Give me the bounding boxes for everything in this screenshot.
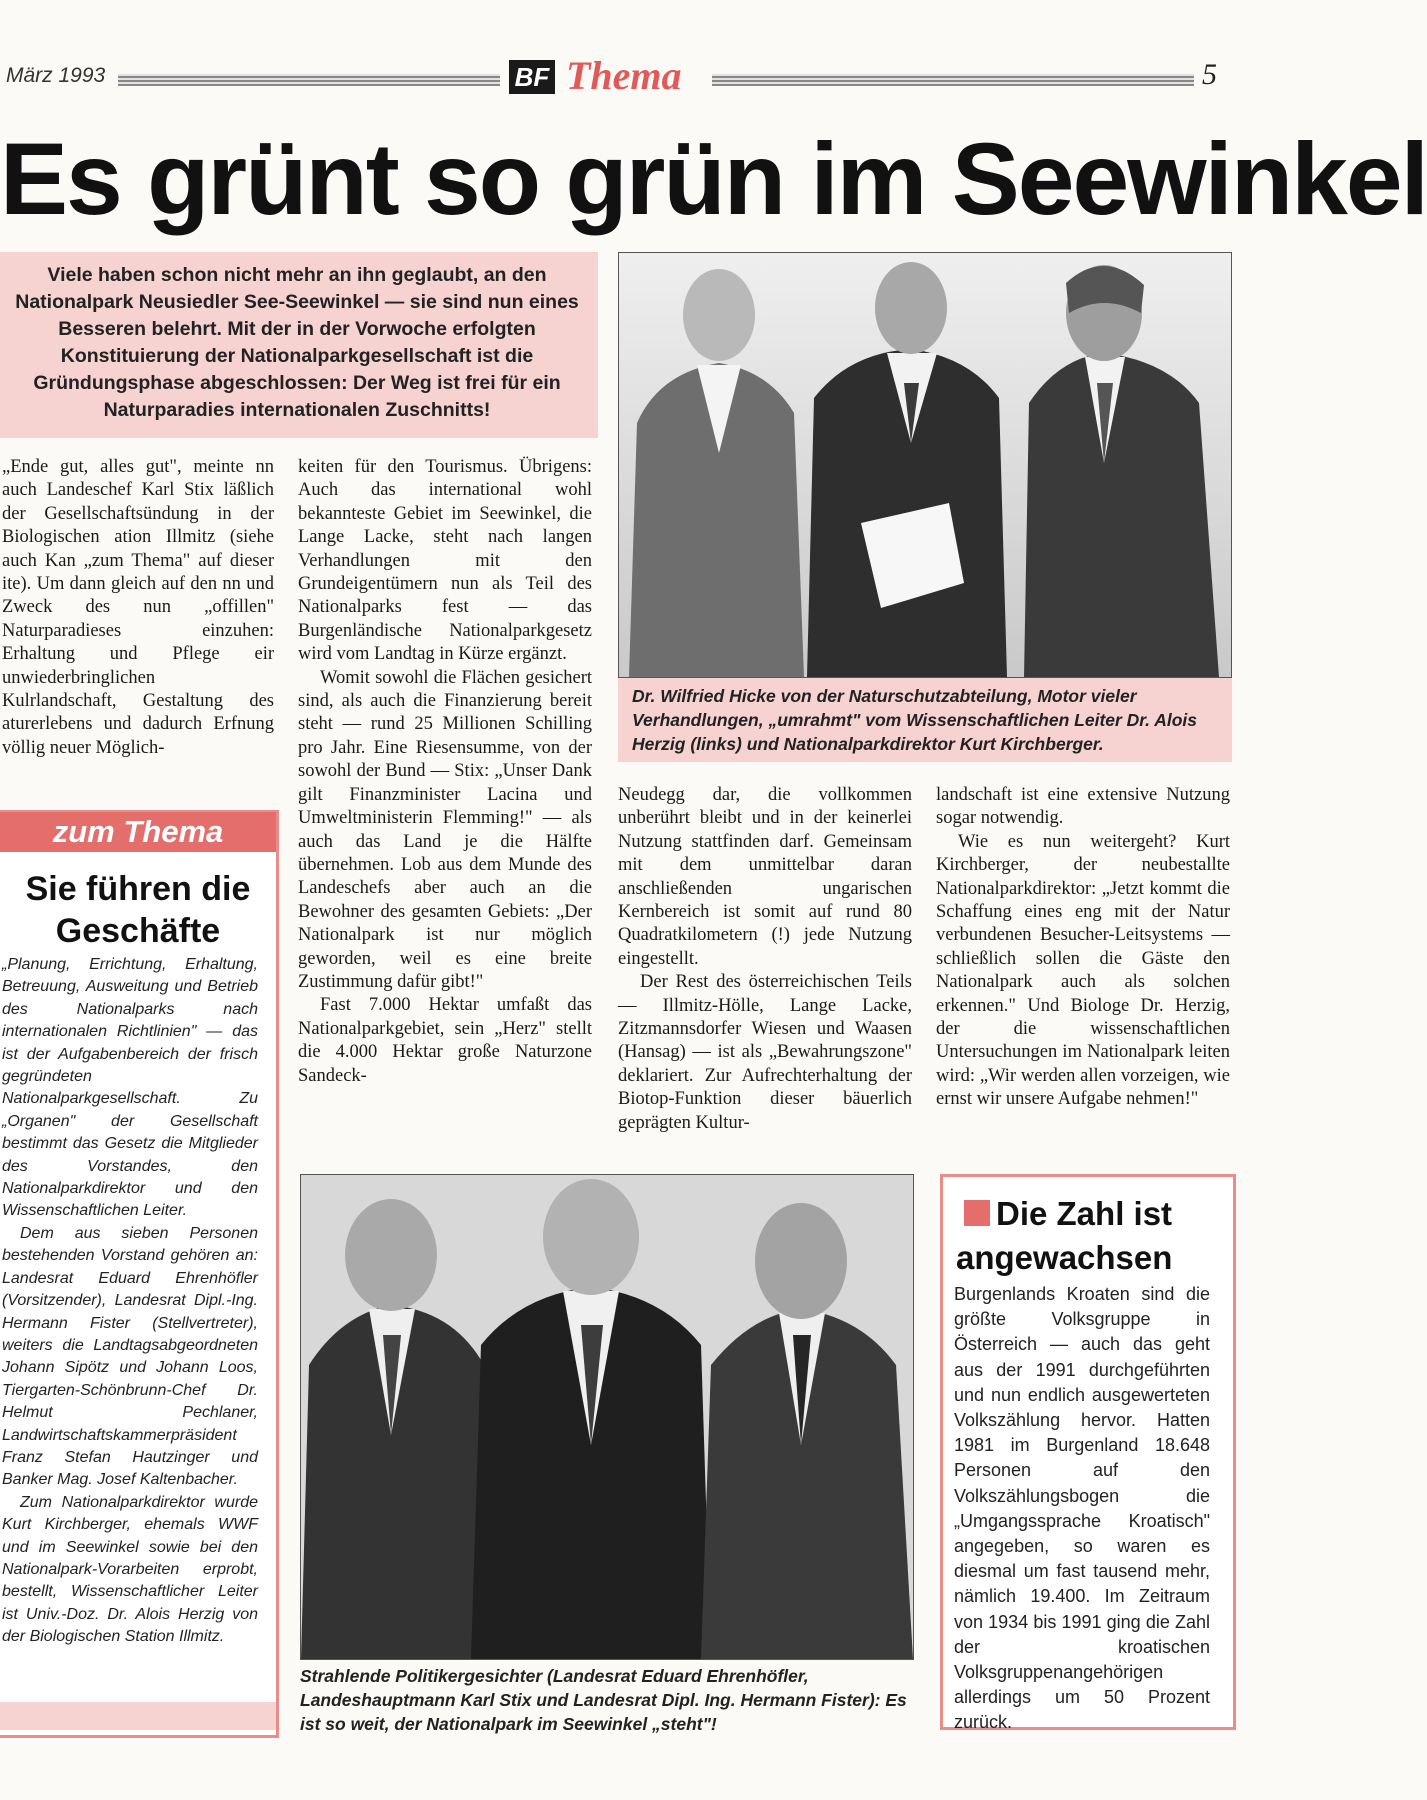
sidebar-banner: zum Thema: [0, 812, 276, 852]
lead-box: [0, 252, 598, 438]
sidebar-title: Sie führen die Geschäfte: [25, 870, 251, 950]
header-rule-right: [712, 74, 1194, 86]
lead-text: Viele haben schon nicht mehr an ihn geglaubt, an den Nationalpark Neusiedler See-Seewinkel — sie sind nun eines Besseren belehrt. Mit der in der Vorwoche erfolgten Konstituierung der Nationalparkgesellschaft ist die Gründungsphase abgeschlossen: Der Weg ist frei für ein Naturparadies internationalen Zuschnitts!: [15, 264, 579, 421]
sidebar-paragraph: Dem aus sieben Personen bestehenden Vorstand gehören an: Landesrat Eduard Ehrenhöfler (Vorsitzender), Landesrat Dipl.-Ing. Hermann Fister (Stellvertreter), weiters die Landtagsabgeordneten Johann Sipötz und Johann Loos, Tiergarten-Schönbrunn-Chef Dr. Helmut Pechlaner, Landwirtschaftskammerpräsident Franz Stefan Hautzinger und Banker Mag. Josef Kaltenbacher.: [2, 1224, 258, 1489]
bf-logo: BF: [509, 60, 555, 94]
info-box-title-text: Die Zahl ist angewachsen: [956, 1195, 1173, 1276]
sidebar-body: [2, 954, 258, 1649]
article-column-2: [298, 456, 592, 1088]
info-box-title: [956, 1192, 1226, 1280]
headline: Es grünt so grün im Seewinkel: [0, 122, 1427, 236]
article-column-4: [936, 784, 1230, 1112]
section-logo: Thema: [566, 53, 682, 98]
article-paragraph: Wie es nun weitergeht? Kurt Kirchberger, der neubestallte Nationalparkdirektor: „Jetzt kommt die Schaffung eines eng mit der Natur verbundenen Besucher-Leitsystems — schließlich sollen die Gäste den Nationalpark auch als solchen erkennen." Und Biologe Dr. Herzig, der die wissenschaftlichen Untersuchungen im Nationalpark leiten wird: „Wir werden allen vorzeigen, wie ernst wir unsere Aufgabe nehmen!": [936, 831, 1230, 1110]
issue-date: März 1993: [6, 64, 106, 87]
article-paragraph: „Ende gut, alles gut", meinte nn auch Landeschef Karl Stix läßlich der Gesellschaftsündung in der Biologischen ation Illmitz (siehe auch Kan „zum Thema" auf dieser ite). Um dann gleich auf den nn und Zweck des nun „offillen" Naturparadieses einzuhen: Erhaltung und Pflege eir unwiederbringlichen Kulrlandschaft, Gestaltung des aturerlebens und dadurch Erfnung völlig neuer Möglich-: [2, 457, 274, 758]
photo1-caption: Dr. Wilfried Hicke von der Naturschutzabteilung, Motor vieler Verhandlungen, „umrahmt" vom Wissenschaftlichen Leiter Dr. Alois Herzig (links) und Nationalparkdirektor Kurt Kirchberger.: [632, 686, 1198, 754]
header-rule-left: [118, 74, 500, 86]
page-number: 5: [1202, 58, 1217, 91]
info-box-text: Burgenlands Kroaten sind die größte Volksgruppe in Österreich — auch das geht aus der 1991 durchgeführten und nun endlich ausgewerteten Volkszählung hervor. Hatten 1981 im Burgenland 18.648 Personen auf den Volkszählungsbogen die „Umgangssprache Kroatisch" angegeben, so waren es diesmal um fast tausend mehr, nämlich 19.400. Im Zeitraum von 1934 bis 1991 ging die Zahl der kroatischen Volksgruppenangehörigen allerdings um 50 Prozent zurück.: [954, 1284, 1210, 1733]
sidebar-paragraph: Zum Nationalparkdirektor wurde Kurt Kirchberger, ehemals WWF und im Seewinkel sowie bei den Nationalpark-Vorarbeiten erprobt, bestellt, Wissenschaftlicher Leiter ist Univ.-Doz. Dr. Alois Herzig von der Biologischen Station Illmitz.: [2, 1493, 258, 1646]
article-paragraph: landschaft ist eine extensive Nutzung sogar notwendig.: [936, 785, 1230, 829]
photo-three-politicians: [300, 1174, 914, 1660]
photo-illustration: [301, 1175, 913, 1659]
photo1-caption-box: [618, 678, 1232, 762]
photo-illustration: [619, 253, 1231, 677]
article-paragraph: Fast 7.000 Hektar umfaßt das Nationalparkgebiet, sein „Herz" stellt die 4.000 Hektar große Naturzone Sandeck-: [298, 995, 592, 1086]
photo2-caption: Strahlende Politikergesichter (Landesrat Eduard Ehrenhöfler, Landeshauptmann Karl Stix und Landesrat Dipl. Ing. Hermann Fister): Es ist so weit, der Nationalpark im Seewinkel „steht"!: [300, 1666, 907, 1734]
article-paragraph: Womit sowohl die Flächen gesichert sind, als auch die Finanzierung bereit steht — rund 25 Millionen Schilling pro Jahr. Eine Riesensumme, von der sowohl der Bund — Stix: „Unser Dank gilt Finanzminister Lacina und Umweltministerin Flemming!" — als auch das Land je die Hälfte übernehmen. Lob aus dem Munde des Landeschefs aber auch an die Bewohner des gesamten Gebiets: „Der Nationalpark ist nur möglich geworden, weil es eine breite Zustimmung dafür gibt!": [298, 667, 592, 992]
article-paragraph: Der Rest des österreichischen Teils — Illmitz-Hölle, Lange Lacke, Zitzmannsdorfer Wiesen und Waasen (Hansag) — ist als „Bewahrungszone" deklariert. Zur Aufrechterhaltung der Biotop-Funktion dieser bäuerlich geprägten Kultur-: [618, 972, 912, 1133]
article-column-3: [618, 784, 912, 1135]
photo-three-men-top: [618, 252, 1232, 678]
article-paragraph: keiten für den Tourismus. Übrigens: Auch das international wohl bekannteste Gebiet im Seewinkel, die Lange Lacke, steht nach langen Verhandlungen mit den Grundeigentümern nun als Teil des Nationalparks fest — das Burgenländische Nationalparkgesetz wird vom Landtag in Kürze ergänzt.: [298, 457, 592, 665]
article-column-1: [2, 456, 274, 760]
sidebar-bottom-bar: [0, 1702, 276, 1730]
article-paragraph: Neudegg dar, die vollkommen unberührt bleibt und in der keinerlei Nutzung stattfinden darf. Gemeinsam mit dem unmittelbar daran anschließenden ungarischen Kernbereich ist somit auf rund 80 Quadratkilometern (!) jede Nutzung eingestellt.: [618, 785, 912, 969]
sidebar-paragraph: „Planung, Errichtung, Erhaltung, Betreuung, Ausweitung und Betrieb des Nationalparks nach internationalen Richtlinien" — das ist der Aufgabenbereich der frisch gegründeten Nationalparkgesellschaft. Zu „Organen" der Gesellschaft bestimmt das Gesetz die Mitglieder des Vorstandes, den Nationalparkdirektor und den Wissenschaftlichen Leiter.: [2, 956, 258, 1220]
